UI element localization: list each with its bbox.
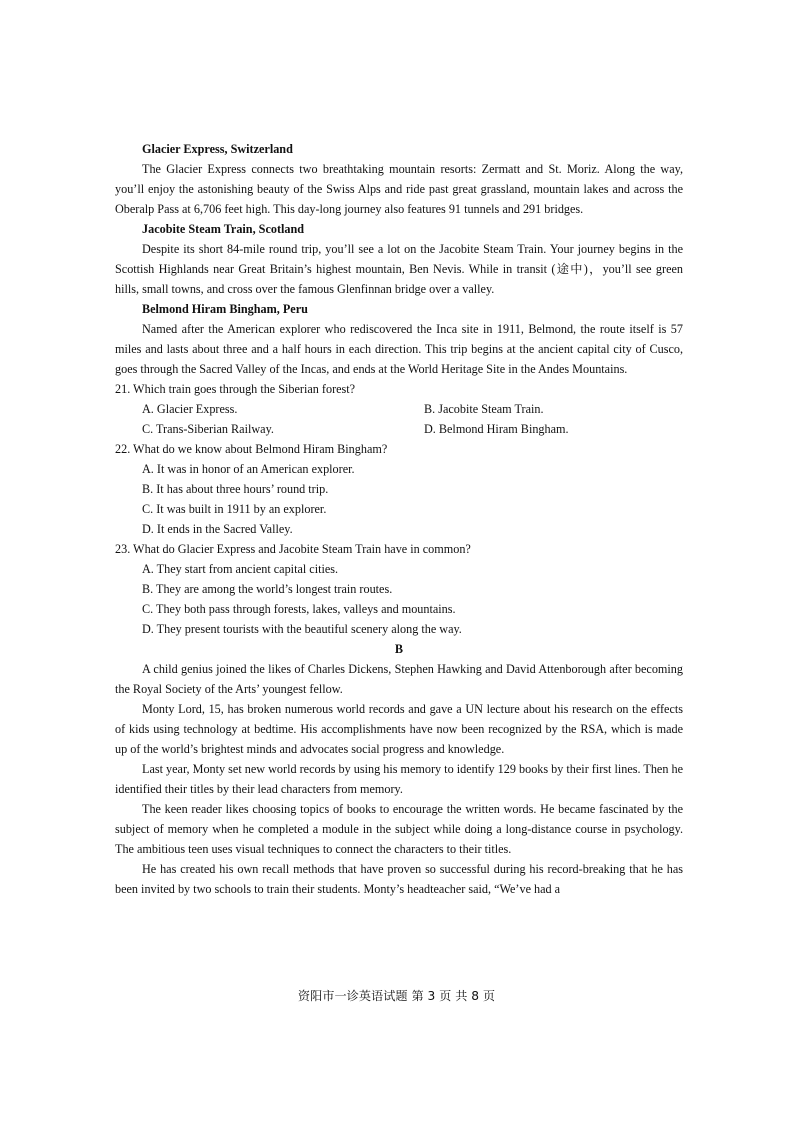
passage-paragraph: Monty Lord, 15, has broken numerous world records and gave a UN lecture about his research on the effects of kids using technology at bedtime. His accomplishments have now been recognized by the RSA, which is made up of the world’s brightest minds and advocates social progress and knowledge. <box>115 702 683 756</box>
section-paragraph: The Glacier Express connects two breathtaking mountain resorts: Zermatt and St. Moriz. Along the way, you’ll enjoy the astonishing beauty of the Swiss Alps and ride past great grassland, mountain lakes and across the Oberalp Pass at 6,706 feet high. This day-long journey also features 91 tunnels and 291 bridges. <box>115 162 683 216</box>
option-a: A. They start from ancient capital cities. <box>142 562 339 576</box>
passage-a <box>115 139 683 379</box>
page-footer: 资阳市一诊英语试题 第 3 页 共 8 页 <box>297 989 496 1003</box>
section-b-label: B <box>394 642 404 656</box>
section-title: Jacobite Steam Train, Scotland <box>142 222 305 236</box>
option-a: A. Glacier Express. <box>142 402 238 416</box>
question-22 <box>115 439 683 539</box>
option-b: B. They are among the world’s longest train routes. <box>142 582 393 596</box>
option-list <box>115 559 683 639</box>
option-c: C. It was built in 1911 by an explorer. <box>142 502 327 516</box>
question-23 <box>115 539 683 639</box>
passage-paragraph: A child genius joined the likes of Charles Dickens, Stephen Hawking and David Attenborough after becoming the Royal Society of the Arts’ youngest fellow. <box>115 662 683 696</box>
question-21 <box>115 379 683 439</box>
exam-page <box>115 139 683 899</box>
section-paragraph: Despite its short 84-mile round trip, you’ll see a lot on the Jacobite Steam Train. Your journey begins in the Scottish Highlands near Great Britain’s highest mountain, Ben Nevis. While in transit (途中)，you’ll see green hills, small towns, and cross over the famous Glenfinnan bridge over a valley. <box>115 242 683 296</box>
option-d: D. It ends in the Sacred Valley. <box>142 522 293 536</box>
passage-paragraph: He has created his own recall methods that have proven so successful during his record-breaking that he has been invited by two schools to train their students. Monty’s headteacher said, “We’ve had a <box>115 862 683 896</box>
option-b: B. Jacobite Steam Train. <box>424 402 544 416</box>
question-stem: 23. What do Glacier Express and Jacobite Steam Train have in common? <box>115 542 471 556</box>
option-c: C. Trans-Siberian Railway. <box>142 422 274 436</box>
passage-paragraph: Last year, Monty set new world records by using his memory to identify 129 books by their first lines. Then he identified their titles by their lead characters from memory. <box>115 762 683 796</box>
option-d: D. They present tourists with the beautiful scenery along the way. <box>142 622 462 636</box>
question-stem: 22. What do we know about Belmond Hiram Bingham? <box>115 442 388 456</box>
section-title: Belmond Hiram Bingham, Peru <box>142 302 308 316</box>
option-c: C. They both pass through forests, lakes, valleys and mountains. <box>142 602 456 616</box>
passage-paragraph: The keen reader likes choosing topics of books to encourage the written words. He became fascinated by the subject of memory when he completed a module in the subject while doing a long-distance course in psychology. The ambitious teen uses visual techniques to connect the characters to their titles. <box>115 802 683 856</box>
option-list <box>115 399 683 439</box>
option-d: D. Belmond Hiram Bingham. <box>424 422 569 436</box>
section-title: Glacier Express, Switzerland <box>142 142 293 156</box>
option-list <box>115 459 683 539</box>
question-stem: 21. Which train goes through the Siberian forest? <box>115 382 356 396</box>
passage-b <box>115 659 683 899</box>
option-a: A. It was in honor of an American explorer. <box>142 462 355 476</box>
option-b: B. It has about three hours’ round trip. <box>142 482 329 496</box>
section-paragraph: Named after the American explorer who rediscovered the Inca site in 1911, Belmond, the route itself is 57 miles and lasts about three and a half hours in each direction. This trip begins at the ancient capital city of Cusco, goes through the Sacred Valley of the Incas, and ends at the World Heritage Site in the Andes Mountains. <box>115 322 683 376</box>
